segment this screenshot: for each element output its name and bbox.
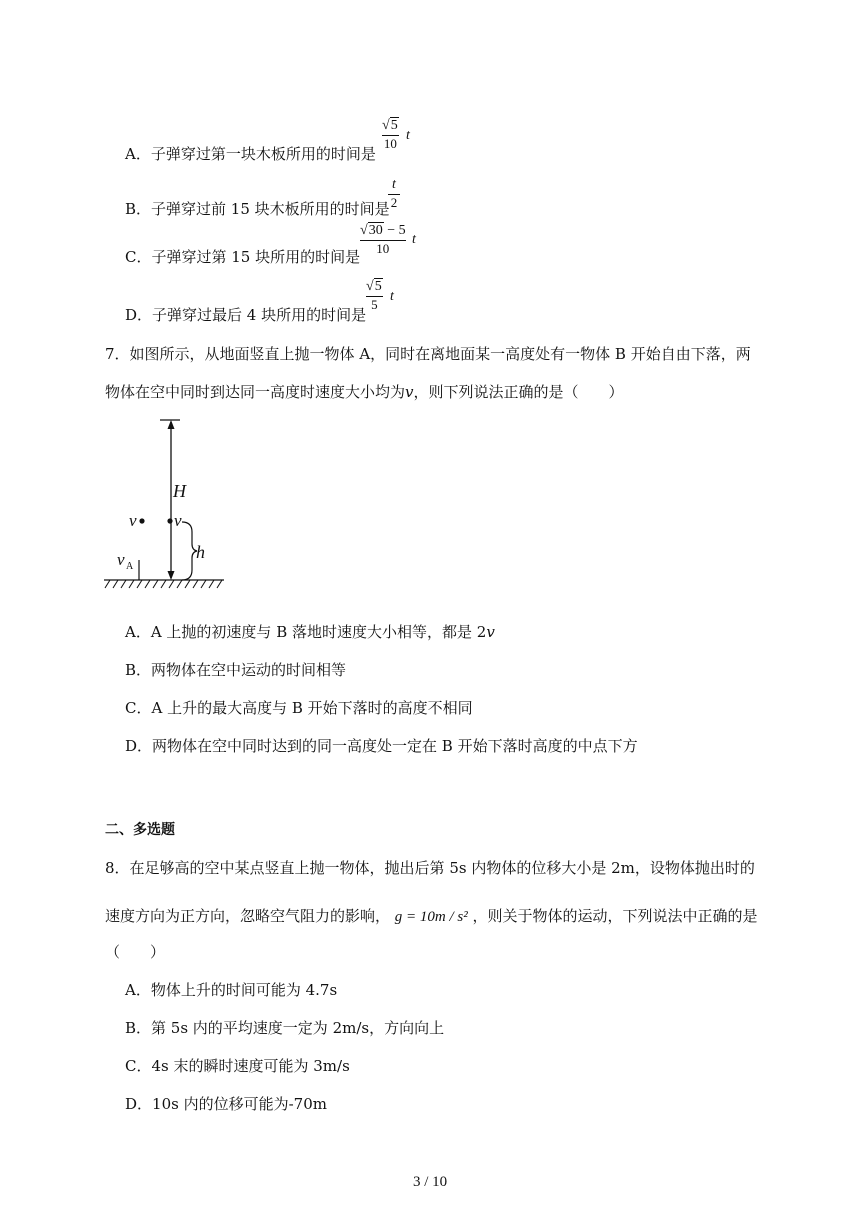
q6-option-c-text: C．子弹穿过第 15 块所用的时间是: [125, 248, 361, 266]
figure-label-v-right: v: [174, 511, 182, 530]
q8-option-b: B．第 5s 内的平均速度一定为 2m/s，方向向上: [125, 1019, 445, 1037]
q7-option-d: D．两物体在空中同时达到的同一高度处一定在 B 开始下落时高度的中点下方: [125, 737, 638, 755]
q7-option-a: A．A 上抛的初速度与 B 落地时速度大小相等，都是 2v: [125, 623, 495, 641]
figure-dot-right: [167, 518, 172, 523]
q7-stem-var: v: [405, 383, 414, 401]
q6-option-c: [125, 246, 360, 267]
q8-option-d: D．10s 内的位移可能为-70m: [125, 1095, 327, 1113]
figure-arrow-up: [168, 420, 175, 429]
q7-option-c: C．A 上升的最大高度与 B 开始下落时的高度不相同: [125, 699, 473, 717]
q7-stem-line2: 物体在空中同时到达同一高度时速度大小均为v，则下列说法正确的是（ ）: [105, 383, 624, 401]
q7-stem-line1: 7．如图所示，从地面竖直上抛一物体 A，同时在离地面某一高度处有一物体 B 开始自由下落，两: [105, 345, 751, 363]
q6-option-b-fraction: t 2: [388, 176, 400, 211]
q8-option-c: C．4s 末的瞬时速度可能为 3m/s: [125, 1057, 350, 1075]
figure-label-v-left: v: [129, 511, 137, 530]
figure-arrow-down: [168, 571, 175, 580]
figure-label-vA-sub: A: [126, 561, 134, 572]
q6-option-c-fraction: √30 − 5 10: [360, 223, 406, 256]
q6-option-a-var: t: [406, 128, 410, 143]
q8-stem-line1: 8．在足够高的空中某点竖直上抛一物体，抛出后第 5s 内物体的位移大小是 2m，设物体抛出时的: [105, 859, 755, 877]
q8-stem-line2: 速度方向为正方向，忽略空气阻力的影响， g = 10m / s² ，则关于物体的运动，下列说法中正确的是: [105, 907, 758, 925]
q6-option-c-var: t: [412, 232, 416, 247]
q6-option-a-text: A．子弹穿过第一块木板所用的时间是: [125, 145, 376, 163]
q6-option-d-text: D．子弹穿过最后 4 块所用的时间是: [125, 306, 367, 324]
section-heading: 二、多选题: [105, 822, 175, 838]
q8-stem-line3: （ ）: [105, 943, 166, 961]
q7-figure: [100, 412, 230, 592]
q6-option-d: [125, 304, 366, 325]
q6-option-a: [125, 143, 376, 164]
q6-option-a-fraction: √5 10: [382, 118, 398, 151]
figure-label-vA: v: [117, 550, 125, 569]
figure-ground-hatch: [105, 580, 222, 588]
figure-label-h: h: [196, 542, 205, 562]
q6-option-b: [125, 198, 390, 219]
q6-option-d-var: t: [390, 289, 394, 304]
figure-dot-left: [139, 518, 144, 523]
q8-formula: g = 10m / s²: [394, 909, 468, 925]
figure-brace: [182, 522, 197, 580]
figure-label-H: H: [173, 481, 186, 501]
q7-option-b: B．两物体在空中运动的时间相等: [125, 661, 347, 679]
q6-option-d-fraction: √5 5: [366, 279, 382, 312]
q8-option-a: A．物体上升的时间可能为 4.7s: [125, 981, 338, 999]
q6-option-b-text: B．子弹穿过前 15 块木板所用的时间是: [125, 200, 390, 218]
page-number: 3 / 10: [413, 1174, 448, 1190]
